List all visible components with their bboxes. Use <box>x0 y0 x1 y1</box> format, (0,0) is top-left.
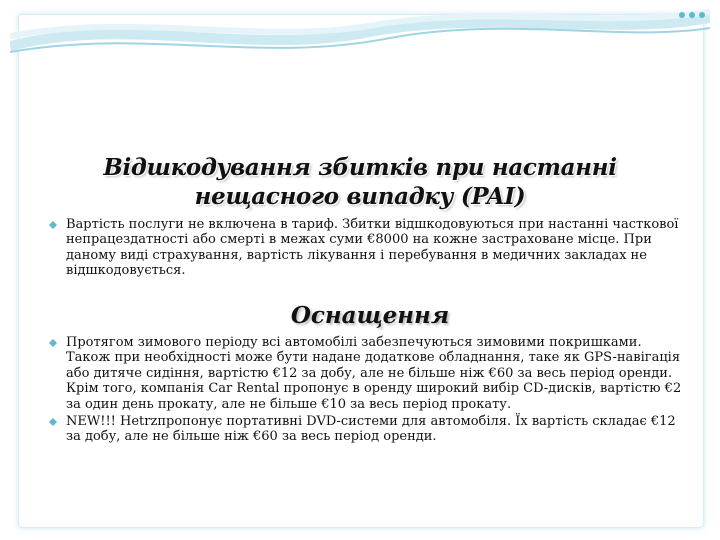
bullet-text: Вартість послуги не включена в тариф. Збитки відшкодовуються при настанні часткової непрацездатності або смерті в межах суми €8000 на кожне застраховане місце. При даному виді страхування, вартість лікування і перебування в медичних закладах не відшкодовується. <box>66 217 683 279</box>
slide-title: Відшкодування збитків при настанні нещасного випадку (PAI) <box>103 154 617 210</box>
decorative-wave-banner <box>10 6 710 66</box>
bullet-marker-icon <box>49 418 57 426</box>
bullet-text: Протягом зимового періоду всі автомобілі забезпечуються зимовими покришками. Також при необхідності може бути надане додаткове обладнання, таке як GPS-навігація або дитяче сидіння, вартістю €12 за добу, але не більше ніж €60 за весь період оренди. Крім того, компанія Car Rental пропонує в оренду широкий вибір CD-дисків, вартістю €2 за один день прокату, але не більше €10 за весь період прокату. <box>66 335 686 412</box>
bullet-list-equipment <box>46 335 686 447</box>
corner-ornament-icon <box>678 6 708 24</box>
bullet-text: NEW!!! Hetrzпропонує портативні DVD-системи для автомобіля. Їх вартість складає €12 за добу, але не більше ніж €60 за весь період оренди. <box>66 414 680 445</box>
bullet-item <box>46 335 686 412</box>
bullet-item <box>46 414 686 445</box>
bullet-marker-icon <box>49 221 57 229</box>
bullet-marker-icon <box>49 339 57 347</box>
bullet-item <box>46 217 686 279</box>
bullet-list-pai <box>46 217 686 281</box>
wave-decoration-icon <box>10 6 710 66</box>
section-heading-equipment: Оснащення <box>290 302 450 329</box>
